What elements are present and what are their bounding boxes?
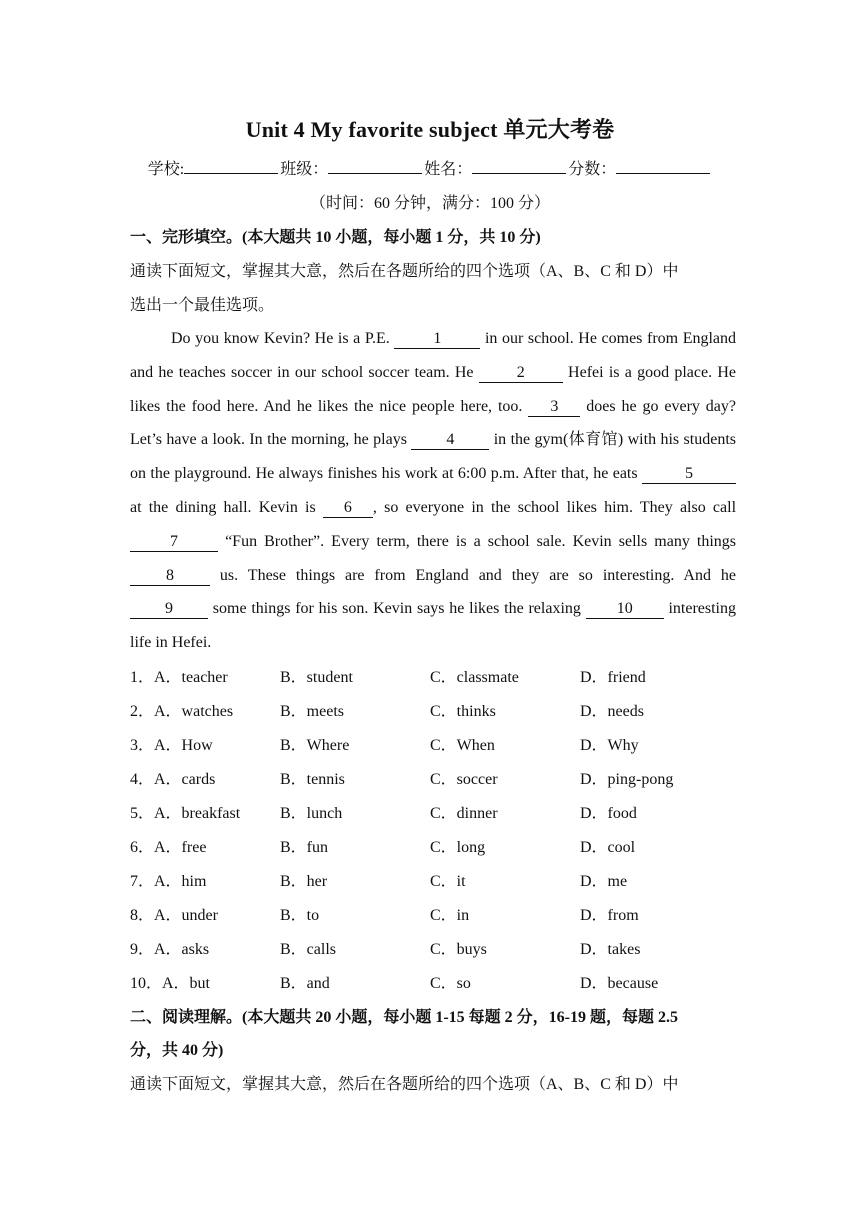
section2-heading-line2: 分，共 40 分)	[130, 1042, 224, 1059]
option-b: B．her	[280, 873, 328, 890]
option-a: 1．A．teacher	[130, 669, 228, 686]
option-a: 9．A．asks	[130, 941, 210, 958]
option-c: C．soccer	[430, 771, 498, 788]
option-row	[130, 766, 750, 790]
option-row	[130, 936, 750, 960]
option-a: 3．A．How	[130, 737, 213, 754]
option-c: C．buys	[430, 941, 487, 958]
passage-text: in the gym(体育馆) with his students on the playground. He always finishes his work at 6:00 p.m. After that, he eats	[130, 431, 736, 483]
option-d: D．needs	[580, 703, 644, 720]
option-b: B．and	[280, 975, 330, 992]
blank-9: 9	[130, 600, 208, 619]
option-d: D．because	[580, 975, 659, 992]
score-blank	[616, 159, 710, 174]
option-c: C．long	[430, 839, 486, 856]
name-label: 姓名：	[424, 161, 473, 178]
option-c: C．it	[430, 873, 466, 890]
student-info-line	[0, 156, 860, 179]
class-label: 班级：	[280, 161, 329, 178]
option-row	[130, 698, 750, 722]
option-a: 2．A．watches	[130, 703, 234, 720]
option-c: C．in	[430, 907, 470, 924]
option-b: B．to	[280, 907, 320, 924]
option-b: B．Where	[280, 737, 350, 754]
option-b: B．tennis	[280, 771, 345, 788]
class-blank	[328, 159, 422, 174]
page-title: Unit 4 My favorite subject 单元大考卷	[245, 117, 615, 142]
section1-instruction-line1: 通读下面短文，掌握其大意，然后在各题所给的四个选项（A、B、C 和 D）中	[130, 263, 679, 280]
option-a: 10．A．but	[130, 975, 211, 992]
score-label: 分数：	[568, 161, 617, 178]
passage-text: some things for his son. Kevin says he likes the relaxing	[208, 600, 586, 618]
option-row	[130, 800, 750, 824]
option-c: C．dinner	[430, 805, 498, 822]
section2-heading-line1: 二、阅读理解。(本大题共 20 小题，每小题 1-15 每题 2 分，16-19 题，每题 2.5	[130, 1009, 678, 1026]
blank-1: 1	[394, 330, 480, 349]
option-d: D．ping-pong	[580, 771, 674, 788]
blank-5: 5	[642, 465, 736, 484]
option-d: D．friend	[580, 669, 646, 686]
blank-6: 6	[323, 499, 373, 518]
option-row	[130, 868, 750, 892]
option-b: B．calls	[280, 941, 336, 958]
section1-heading: 一、完形填空。(本大题共 10 小题，每小题 1 分，共 10 分)	[130, 229, 541, 246]
option-row	[130, 664, 750, 688]
passage-text: does he go every day? Let’s have a look. In the morning, he plays	[130, 397, 737, 449]
name-blank	[472, 159, 566, 174]
passage-text: “Fun Brother”. Every term, there is a school sale. Kevin sells many things	[218, 532, 736, 550]
option-a: 7．A．him	[130, 873, 207, 890]
option-d: D．takes	[580, 941, 641, 958]
option-row	[130, 732, 750, 756]
option-c: C．so	[430, 975, 471, 992]
passage-text: in our school. He comes from England and he teaches soccer in our school soccer team. He	[130, 330, 737, 381]
section1-instruction-line2: 选出一个最佳选项。	[130, 297, 275, 314]
passage-text: Hefei is a good place. He likes the food here. And he likes the nice people here, too.	[130, 363, 737, 415]
blank-8: 8	[130, 567, 210, 586]
option-c: C．thinks	[430, 703, 496, 720]
school-blank	[184, 159, 278, 174]
section2-instruction-line1: 通读下面短文，掌握其大意，然后在各题所给的四个选项（A、B、C 和 D）中	[130, 1076, 679, 1093]
blank-10: 10	[586, 600, 664, 619]
option-a: 5．A．breakfast	[130, 805, 241, 822]
option-c: C．classmate	[430, 669, 519, 686]
option-a: 4．A．cards	[130, 771, 216, 788]
option-a: 6．A．free	[130, 839, 207, 856]
option-b: B．lunch	[280, 805, 343, 822]
option-row	[130, 970, 750, 994]
option-d: D．from	[580, 907, 639, 924]
blank-7: 7	[130, 533, 218, 552]
school-label: 学校:	[147, 161, 185, 178]
option-d: D．cool	[580, 839, 636, 856]
option-row	[130, 834, 750, 858]
option-row	[130, 902, 750, 926]
option-b: B．meets	[280, 703, 344, 720]
passage-text: , so everyone in the school likes him. They also call	[372, 498, 737, 516]
option-d: D．me	[580, 873, 628, 890]
blank-3: 3	[528, 398, 580, 417]
option-c: C．When	[430, 737, 495, 754]
blank-4: 4	[411, 431, 489, 450]
option-d: D．food	[580, 805, 637, 822]
cloze-passage	[130, 322, 736, 660]
option-d: D．Why	[580, 737, 639, 754]
passage-text: interesting life in Hefei.	[130, 600, 737, 652]
option-a: 8．A．under	[130, 907, 218, 924]
blank-2: 2	[479, 364, 563, 383]
option-b: B．student	[280, 669, 353, 686]
option-b: B．fun	[280, 839, 329, 856]
passage-text: at the dining hall. Kevin is	[130, 498, 323, 516]
passage-text: us. These things are from England and they are so interesting. And he	[210, 566, 736, 584]
passage-text: Do you know Kevin? He is a P.E.	[171, 330, 395, 347]
time-line: （时间：60 分钟，满分：100 分）	[309, 195, 550, 212]
